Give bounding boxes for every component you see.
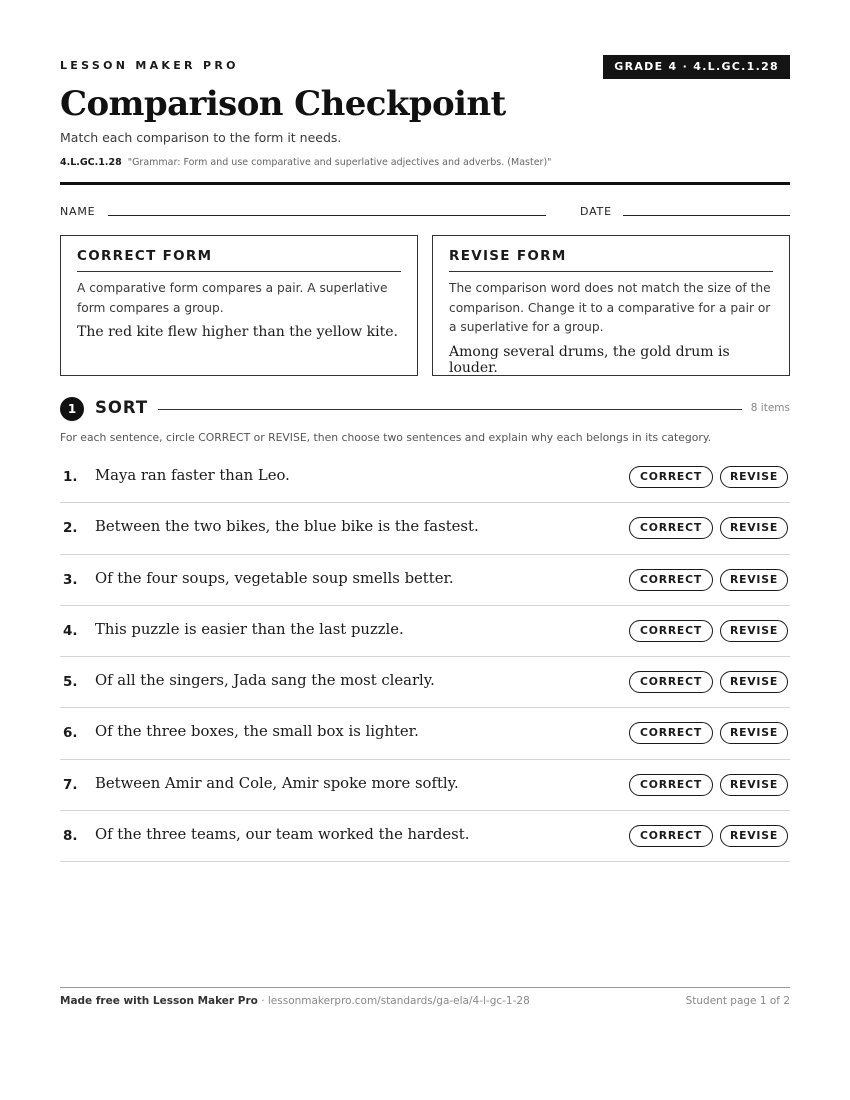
footer-credit: Made free with Lesson Maker Pro (60, 995, 258, 1007)
item-count: 8 items (750, 402, 790, 414)
name-field[interactable] (108, 215, 546, 216)
item-number: 1. (63, 469, 78, 485)
section-title: SORT (95, 398, 149, 417)
standard-description: "Grammar: Form and use comparative and superlative adjectives and adverbs. (Master)" (127, 157, 552, 168)
sort-section-header (60, 396, 790, 422)
footer-divider (60, 987, 790, 988)
item-sentence: Of the three teams, our team worked the hardest. (95, 826, 470, 844)
revise-choice-button[interactable]: REVISE (720, 620, 788, 642)
correct-choice-button[interactable]: CORRECT (629, 825, 713, 847)
revise-choice-button[interactable]: REVISE (720, 517, 788, 539)
item-sentence: Maya ran faster than Leo. (95, 467, 290, 484)
correct-form-title: CORRECT FORM (77, 248, 401, 272)
header-divider (60, 182, 790, 185)
revise-choice-button[interactable]: REVISE (720, 466, 788, 488)
item-sentence: Of all the singers, Jada sang the most clearly. (95, 672, 435, 690)
correct-form-example: The red kite flew higher than the yellow kite. (77, 324, 398, 340)
list-item (60, 657, 790, 708)
item-sentence: Of the four soups, vegetable soup smells better. (95, 569, 454, 587)
item-number: 6. (63, 725, 78, 742)
item-sentence: Of the three boxes, the small box is lighter. (95, 723, 419, 741)
header-bar (60, 55, 790, 79)
standard-line (60, 157, 552, 168)
revise-choice-button[interactable]: REVISE (720, 671, 788, 693)
correct-form-description: A comparative form compares a pair. A superlative form compares a group. (77, 281, 388, 315)
list-item (60, 452, 790, 503)
correct-choice-button[interactable]: CORRECT (629, 671, 713, 693)
correct-choice-button[interactable]: CORRECT (629, 569, 713, 591)
name-label: NAME (60, 205, 96, 218)
section-number: 1 (60, 397, 84, 421)
section-divider (158, 409, 742, 410)
revise-form-description: The comparison word does not match the size of the comparison. Change it to a comparative for a pair or a superlative for a group. (449, 281, 771, 334)
section-instructions: For each sentence, circle CORRECT or REVISE, then choose two sentences and explain why each belongs in its category. (60, 431, 712, 444)
page-indicator: Student page 1 of 2 (685, 995, 790, 1007)
item-sentence: This puzzle is easier than the last puzzle. (95, 620, 404, 638)
standard-code: 4.L.GC.1.28 (60, 157, 122, 168)
revise-form-box (432, 235, 790, 376)
item-number: 7. (63, 776, 78, 793)
list-item (60, 811, 790, 862)
revise-choice-button[interactable]: REVISE (720, 825, 788, 847)
revise-choice-button[interactable]: REVISE (720, 569, 788, 591)
date-field[interactable] (623, 215, 790, 216)
item-sentence: Between the two bikes, the blue bike is the fastest. (95, 518, 479, 536)
item-number: 8. (63, 828, 78, 845)
item-number: 5. (63, 674, 78, 691)
item-number: 3. (63, 571, 78, 588)
correct-choice-button[interactable]: CORRECT (629, 722, 713, 744)
revise-choice-button[interactable]: REVISE (720, 774, 788, 796)
revise-form-example: Among several drums, the gold drum is louder. (449, 343, 730, 376)
item-number: 4. (63, 622, 78, 639)
correct-choice-button[interactable]: CORRECT (629, 774, 713, 796)
item-list (60, 452, 790, 862)
list-item (60, 503, 790, 554)
list-item (60, 760, 790, 811)
correct-form-box (60, 235, 418, 376)
item-sentence: Between Amir and Cole, Amir spoke more softly. (95, 774, 459, 792)
brand-name: LESSON MAKER PRO (60, 59, 239, 72)
list-item (60, 708, 790, 759)
correct-choice-button[interactable]: CORRECT (629, 517, 713, 539)
page-subtitle: Match each comparison to the form it needs. (60, 130, 342, 145)
list-item (60, 555, 790, 606)
correct-choice-button[interactable]: CORRECT (629, 620, 713, 642)
item-number: 2. (63, 520, 78, 537)
correct-choice-button[interactable]: CORRECT (629, 466, 713, 488)
student-fields (60, 204, 790, 218)
list-item (60, 606, 790, 657)
revise-choice-button[interactable]: REVISE (720, 722, 788, 744)
grade-badge: GRADE 4 · 4.L.GC.1.28 (603, 55, 790, 79)
page-title: Comparison Checkpoint (60, 84, 506, 124)
page-footer (60, 995, 790, 1007)
revise-form-title: REVISE FORM (449, 248, 773, 272)
footer-url[interactable]: · lessonmakerpro.com/standards/ga-ela/4-l-gc-1-28 (257, 995, 530, 1007)
worksheet-page (60, 0, 790, 1100)
date-label: DATE (580, 205, 612, 218)
